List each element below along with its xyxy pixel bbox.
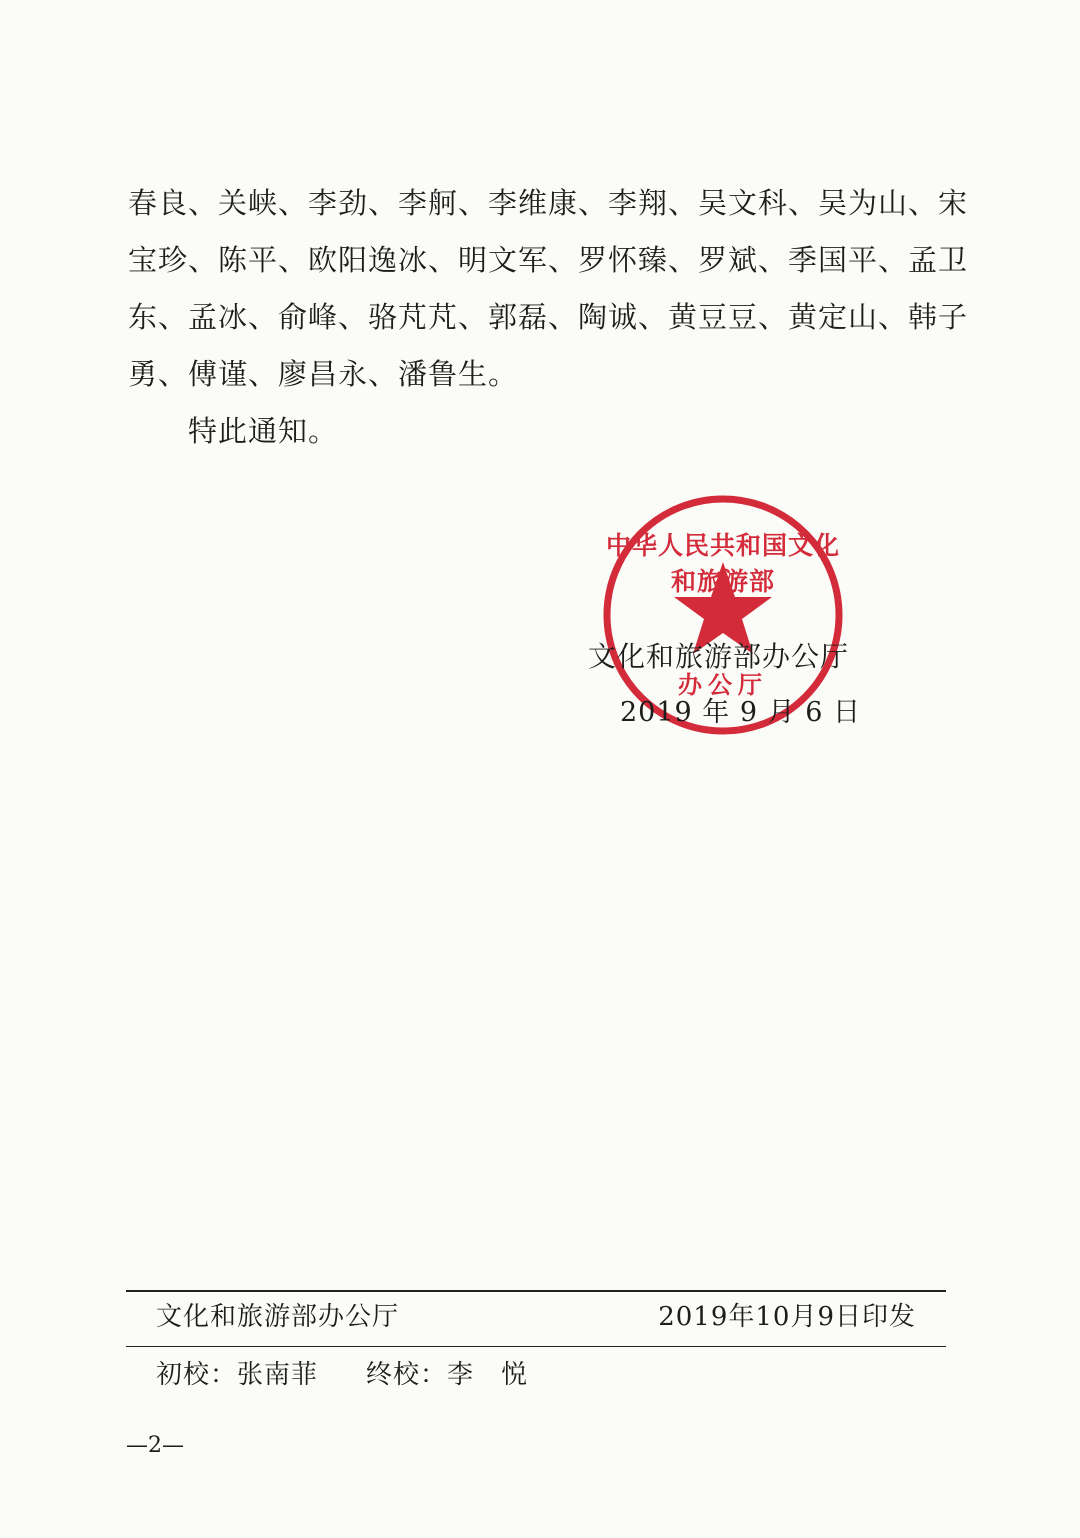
final-proof-name: 李 悦 [447, 1360, 529, 1390]
footer-issuer: 文化和旅游部办公厅 [156, 1302, 400, 1332]
first-proof-name: 张南菲 [237, 1360, 319, 1390]
footer-issue-date: 2019年10月9日印发 [658, 1302, 916, 1332]
footer-bottom-rule [126, 1346, 946, 1347]
seal-bottom-text: 办公厅 [678, 671, 768, 699]
proofreader-line [156, 1358, 528, 1392]
signature-date: 2019 年 9 月 6 日 [620, 697, 861, 728]
name-list-line-2: 宝珍、陈平、欧阳逸冰、明文军、罗怀臻、罗斌、季国平、孟卫 [128, 243, 969, 277]
first-proof-label: 初校： [156, 1360, 238, 1390]
name-list-line-3: 东、孟冰、俞峰、骆芃芃、郭磊、陶诚、黄豆豆、黄定山、韩子 [128, 300, 969, 334]
page-number: —2— [126, 1433, 184, 1458]
seal-top-text: 中华人民共和国文化和旅游部 [605, 531, 840, 596]
footer-top-rule [126, 1290, 946, 1292]
signature-organization: 文化和旅游部办公厅 [588, 640, 850, 673]
final-proof-label: 终校： [366, 1360, 448, 1390]
closing-text: 特此通知。 [188, 414, 339, 448]
name-list-line-4: 勇、傅谨、廖昌永、潘鲁生。 [128, 357, 519, 391]
name-list-line-1: 春良、关峡、李劲、李舸、李维康、李翔、吴文科、吴为山、宋 [128, 186, 969, 220]
